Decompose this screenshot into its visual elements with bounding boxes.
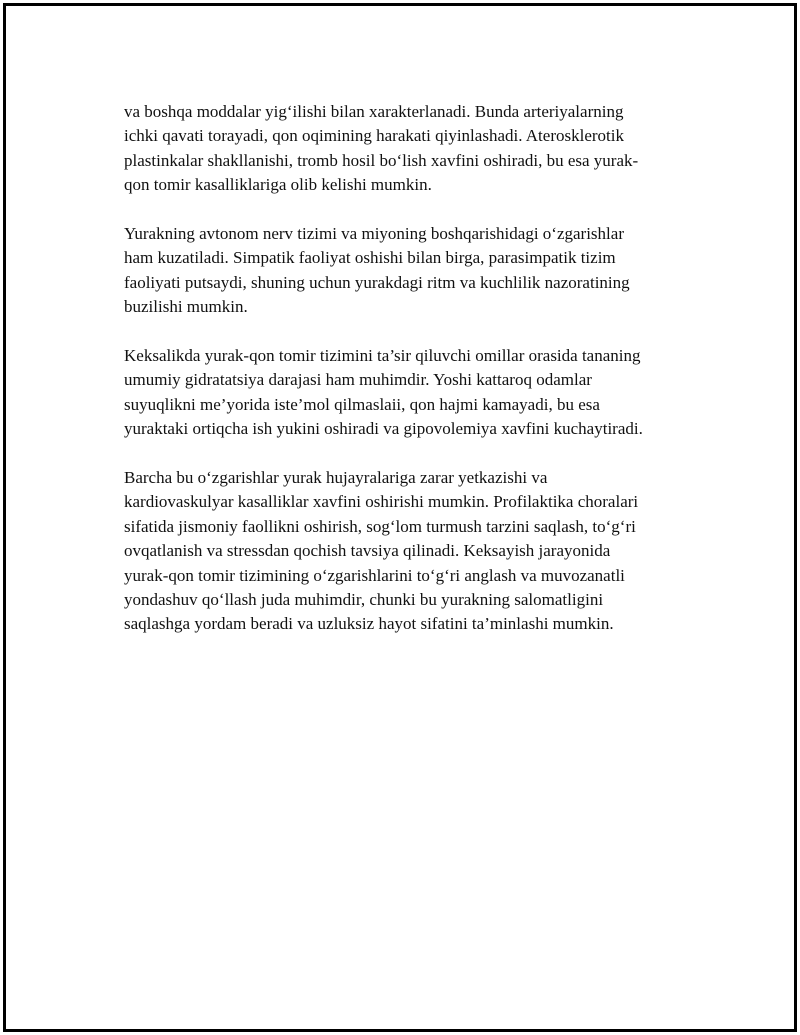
text-line: faoliyati putsaydi, shuning uchun yurakdagi ritm va kuchlilik nazoratining xyxy=(124,272,630,292)
text-line: yuraktaki ortiqcha ish yukini oshiradi va gipovolemiya xavfini kuchaytiradi. xyxy=(124,419,643,439)
text-line: Keksalikda yurak-qon tomir tizimini ta’sir qiluvchi omillar orasida tananing xyxy=(124,346,641,366)
paragraph-3 xyxy=(124,344,704,442)
text-line: ichki qavati torayadi, qon oqimining harakati qiyinlashadi. Aterosklerotik xyxy=(124,126,624,146)
text-line: ham kuzatiladi. Simpatik faoliyat oshishi bilan birga, parasimpatik tizim xyxy=(124,248,616,268)
text-line: Barcha bu o‘zgarishlar yurak hujayralariga zarar yetkazishi va xyxy=(124,468,548,488)
paragraph-4 xyxy=(124,466,704,637)
text-line: suyuqlikni me’yorida iste’mol qilmaslaii, qon hajmi kamayadi, bu esa xyxy=(124,394,600,414)
text-line: yondashuv qo‘llash juda muhimdir, chunki bu yurakning salomatligini xyxy=(124,590,604,610)
text-line: va boshqa moddalar yig‘ilishi bilan xarakterlanadi. Bunda arteriyalarning xyxy=(124,102,624,121)
text-line: buzilishi mumkin. xyxy=(124,297,248,317)
text-line: kardiovaskulyar kasalliklar xavfini oshirishi mumkin. Profilaktika choralari xyxy=(124,492,639,512)
page-frame xyxy=(3,3,797,1032)
text-line: sifatida jismoniy faollikni oshirish, sog‘lom turmush tarzini saqlash, to‘g‘ri xyxy=(124,516,636,536)
text-line: Yurakning avtonom nerv tizimi va miyoning boshqarishidagi o‘zgarishlar xyxy=(124,224,624,244)
paragraph-1 xyxy=(124,100,704,198)
text-line: qon tomir kasalliklariga olib kelishi mumkin. xyxy=(124,175,432,195)
text-line: saqlashga yordam beradi va uzluksiz hayot sifatini ta’minlashi mumkin. xyxy=(124,614,614,634)
document-body xyxy=(124,100,704,661)
text-line: yurak-qon tomir tizimining o‘zgarishlarini to‘g‘ri anglash va muvozanatli xyxy=(124,565,625,585)
text-line: umumiy gidratatsiya darajasi ham muhimdir. Yoshi kattaroq odamlar xyxy=(124,370,592,390)
paragraph-2 xyxy=(124,222,704,320)
text-line: plastinkalar shakllanishi, tromb hosil bo‘lish xavfini oshiradi, bu esa yurak- xyxy=(124,150,639,170)
text-line: ovqatlanish va stressdan qochish tavsiya qilinadi. Keksayish jarayonida xyxy=(124,541,611,561)
